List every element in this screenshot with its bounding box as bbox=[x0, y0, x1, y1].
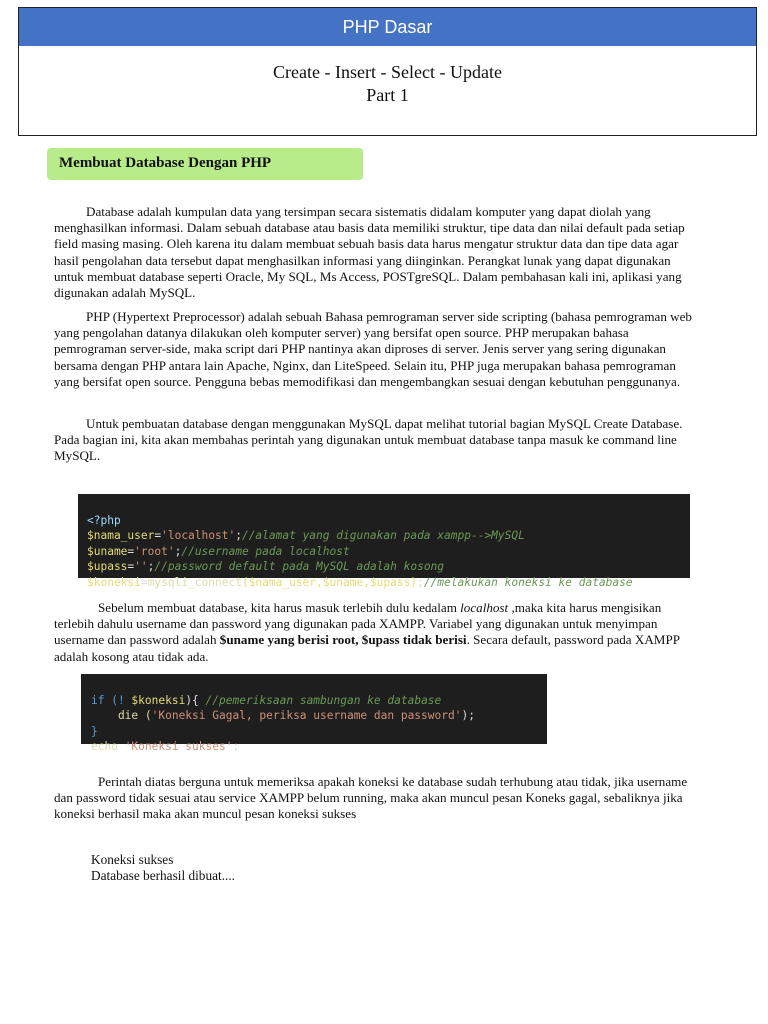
code-token: = bbox=[127, 560, 135, 574]
paragraph-localhost bbox=[54, 600, 700, 665]
code-token: 'localhost' bbox=[161, 529, 236, 543]
paragraph-explanation: Perintah diatas berguna untuk memeriksa apakah koneksi ke database sudah terhubung atau tidak, jika username dan password tidak sesuai atau service XAMPP belum running, maka akan muncul pesan Koneks gagal, sebaliknya jika koneksi berhasil maka akan muncul pesan koneksi sukses bbox=[54, 774, 688, 822]
code-token: $nama_user bbox=[87, 529, 155, 543]
paragraph-mysql: Untuk pembuatan database dengan menggunakan MySQL dapat melihat tutorial bagian MySQL Create Database. Pada bagian ini, kita akan membahas perintah yang digunakan untuk membuat database tanpa masuk ke command line MySQL. bbox=[54, 416, 683, 464]
section-heading: Membuat Database Dengan PHP bbox=[47, 148, 363, 180]
code-token: $uname bbox=[87, 544, 128, 558]
paragraph-php: PHP (Hypertext Preprocessor) adalah sebuah Bahasa pemrograman server side scripting (bahasa pemrograman web yang pengolahan datanya dilakukan oleh komputer server) yang bersifat open source. PHP merupakan bahasa pemrograman server-side, maka script dari PHP nantinya akan diproses di server. Jenis server yang sering digunakan bersama dengan PHP antara lain Apache, Nginx, dan LiteSpeed. Selain itu, PHP juga merupakan bahasa pemrograman yang bersifat open source. Pengguna bebas memodifikasi dan mengembangkan sesuai dengan kebutuhan penggunanya. bbox=[54, 309, 692, 389]
code-token: ; bbox=[174, 544, 182, 558]
code-token: 'Koneksi Gagal, periksa username dan password' bbox=[151, 709, 462, 723]
code-block-check bbox=[81, 674, 547, 754]
code-token: $koneksi bbox=[131, 693, 186, 707]
output-text bbox=[91, 852, 235, 884]
output-line-database: Database berhasil dibuat.... bbox=[91, 868, 235, 883]
code-token: = bbox=[140, 575, 148, 589]
code-token: = bbox=[127, 544, 135, 558]
code-token: mysqli_connect bbox=[147, 575, 242, 589]
paragraph-database: Database adalah kumpulan data yang tersimpan secara sistematis didalam komputer yang dapat diolah yang menghasilkan informasi. Dalam sebuah database atau basis data memiliki struktur, tipe data dan nilai default pada setiap field masing masing. Oleh karena itu dalam membuat sebuah basis data harus mengatur struktur data dan tipe data agar hasil pengolahan data tersebut dapat menghasilkan informasi yang diinginkan. Perangkat lunak yang dapat digunakan untuk membuat database seperti Oracle, My SQL, Ms Access, POSTgreSQL. Dalam pembahasan kali ini, aplikasi yang digunakan adalah MySQL. bbox=[54, 204, 685, 301]
code-token: if (! bbox=[91, 693, 132, 707]
code-line: <?php bbox=[87, 513, 121, 527]
header-subtitle-line1: Create - Insert - Select - Update bbox=[273, 62, 502, 82]
code-token: die ( bbox=[91, 709, 152, 723]
code-token: '' bbox=[134, 560, 148, 574]
code-token: ; bbox=[417, 575, 424, 589]
paragraph-text: . Secara default, password pada XAMPP adalah kosong atau tidak ada. bbox=[54, 632, 680, 664]
code-token: $koneksi bbox=[87, 575, 141, 589]
code-token: ; bbox=[235, 529, 242, 543]
code-token: ){ bbox=[185, 693, 206, 707]
paragraph-text: ,maka kita harus mengisikan terlebih dahulu username dan password yang digunakan pada XAMPP. Variabel yang digunakan untuk menyimpan username dan password adalah bbox=[54, 600, 662, 648]
output-line-connection: Koneksi sukses bbox=[91, 852, 174, 867]
code-token: } bbox=[91, 724, 98, 738]
code-token: echo bbox=[91, 740, 125, 754]
code-token: $upass bbox=[87, 560, 128, 574]
header-box bbox=[18, 7, 757, 136]
paragraph-text: Sebelum membuat database, kita harus masuk terlebih dulu kedalam bbox=[98, 600, 461, 615]
paragraph-emphasis: localhost bbox=[460, 600, 509, 615]
code-token: ; bbox=[147, 560, 155, 574]
code-token: ($nama_user,$uname,$upass) bbox=[241, 575, 418, 589]
code-block-connect bbox=[78, 494, 690, 589]
code-token: 'Koneksi sukses' bbox=[124, 740, 233, 754]
code-comment: //pemeriksaan sambungan ke database bbox=[205, 693, 442, 707]
header-title: PHP Dasar bbox=[19, 8, 756, 46]
code-comment: //melakukan koneksi ke database bbox=[423, 575, 633, 589]
code-comment: //alamat yang digunakan pada xampp-->MySQL bbox=[241, 529, 525, 543]
paragraph-strong: $uname yang berisi root, $upass tidak berisi bbox=[219, 632, 467, 648]
code-token: ); bbox=[461, 709, 475, 723]
header-subtitle-line2: Part 1 bbox=[366, 85, 409, 105]
code-token: = bbox=[154, 529, 162, 543]
code-comment: //password default pada MySQL adalah kosong bbox=[154, 560, 445, 574]
code-token: ; bbox=[232, 740, 240, 754]
code-comment: //username pada localhost bbox=[181, 544, 350, 558]
code-token: 'root' bbox=[134, 544, 175, 558]
